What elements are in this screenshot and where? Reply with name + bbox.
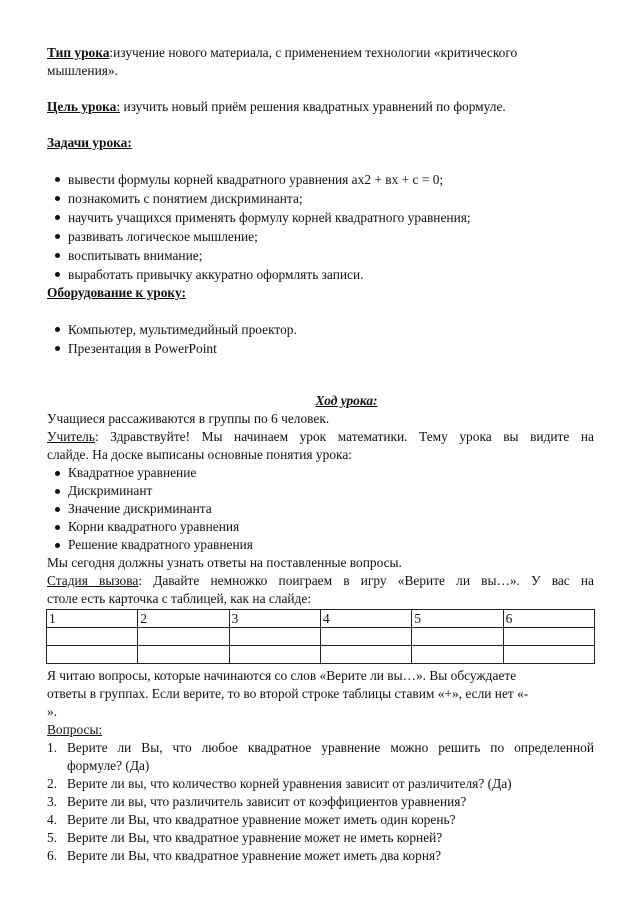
equipment-list (47, 320, 594, 358)
list-item: научить учащихся применять формулу корней квадратного уравнения; (47, 208, 594, 227)
table-header-cell: 5 (412, 610, 503, 628)
list-item: Компьютер, мультимедийный проектор. (47, 320, 594, 339)
lesson-goal-label: Цель урока (47, 99, 117, 114)
tasks-list (47, 170, 594, 284)
stage-line-2: столе есть карточка с таблицей, как на слайде: (47, 591, 312, 606)
table-header-cell: 3 (229, 610, 320, 628)
document-page (47, 44, 594, 865)
table-cell (138, 628, 229, 646)
list-item: Значение дискриминанта (47, 500, 594, 518)
read-line-3: ». (47, 704, 58, 719)
questions-list (47, 739, 594, 865)
list-item: воспитывать внимание; (47, 246, 594, 265)
list-item (47, 775, 594, 793)
teacher-label: Учитель (47, 429, 95, 444)
list-item (47, 793, 594, 811)
table-row (47, 646, 595, 664)
table-cell (412, 646, 503, 664)
question-number: 6. (47, 848, 58, 863)
table-header-cell: 6 (503, 610, 594, 628)
list-item (47, 829, 594, 847)
list-item: Корни квадратного уравнения (47, 518, 594, 536)
teacher-line (47, 428, 594, 446)
list-item (47, 739, 594, 775)
question-number: 5. (47, 830, 58, 845)
course-heading: Ход урока: (315, 393, 378, 408)
lesson-type-label: Тип урока (47, 45, 110, 60)
table-cell (412, 628, 503, 646)
stage-line (47, 572, 594, 590)
question-number: 2. (47, 776, 58, 791)
table-cell (503, 646, 594, 664)
table-header-cell: 1 (47, 610, 138, 628)
stage-text: : Давайте немножко поиграем в игру «Верите ли вы…». У вас на (138, 573, 595, 588)
lesson-goal-text: изучить новый приём решения квадратных уравнений по формуле. (120, 99, 506, 114)
question-text: Верите ли Вы, что любое квадратное уравнение можно решить по определенной (67, 740, 594, 755)
table-cell (47, 646, 138, 664)
table-cell (229, 628, 320, 646)
question-number: 1. (47, 740, 58, 755)
concepts-list (47, 464, 594, 554)
course-intro: Учащиеся рассаживаются в группы по 6 человек. (47, 411, 330, 426)
teacher-text: : Здравствуйте! Мы начинаем урок математики. Тему урока вы видите на (94, 429, 594, 444)
table-row (47, 628, 595, 646)
question-text: Верите ли Вы, что квадратное уравнение может не иметь корней? (67, 830, 443, 845)
table-cell (320, 628, 411, 646)
list-item: вывести формулы корней квадратного уравнения ах2 + вх + с = 0; (47, 170, 594, 189)
list-item: развивать логическое мышление; (47, 227, 594, 246)
tasks-heading: Задачи урока: (47, 135, 132, 150)
question-text-cont: формуле? (Да) (67, 758, 150, 773)
list-item: Квадратное уравнение (47, 464, 594, 482)
answers-line: Мы сегодня должны узнать ответы на поставленные вопросы. (47, 555, 402, 570)
read-line-1: Я читаю вопросы, которые начинаются со слов «Верите ли вы…». Вы обсуждаете (47, 668, 517, 683)
questions-label: Вопросы: (47, 722, 103, 737)
list-item: познакомить с понятием дискриминанта; (47, 189, 594, 208)
list-item: Дискриминант (47, 482, 594, 500)
teacher-line-2: слайде. На доске выписаны основные понятия урока: (47, 447, 352, 462)
table-cell (229, 646, 320, 664)
lesson-type-line (47, 44, 594, 62)
lesson-type-line-2: мышления». (47, 63, 118, 78)
list-item (47, 811, 594, 829)
table-header-cell: 4 (320, 610, 411, 628)
lesson-goal-sep: : (116, 99, 121, 114)
list-item (47, 847, 594, 865)
question-text: Верите ли вы, что количество корней уравнения зависит от различителя? (Да) (67, 776, 512, 791)
list-item: Презентация в PowerPoint (47, 339, 594, 358)
table-cell (320, 646, 411, 664)
equipment-heading: Оборудование к уроку: (47, 285, 186, 300)
question-number: 4. (47, 812, 58, 827)
stage-label: Стадия вызова (47, 573, 139, 588)
lesson-type-text: :изучение нового материала, с применением технологии «критического (109, 45, 518, 60)
question-text: Верите ли Вы, что квадратное уравнение может иметь два корня? (67, 848, 442, 863)
table-cell (47, 628, 138, 646)
list-item: выработать привычку аккуратно оформлять записи. (47, 265, 594, 284)
table-header-cell: 2 (138, 610, 229, 628)
table-cell (503, 628, 594, 646)
question-text: Верите ли Вы, что квадратное уравнение может иметь один корень? (67, 812, 456, 827)
table-header-row (47, 610, 595, 628)
lesson-goal-line (47, 98, 594, 116)
list-item: Решение квадратного уравнения (47, 536, 594, 554)
read-line-2: ответы в группах. Если верите, то во второй строке таблицы ставим «+», если нет «- (47, 686, 529, 701)
question-number: 3. (47, 794, 58, 809)
answer-card-table (46, 609, 595, 664)
question-text: Верите ли вы, что различитель зависит от коэффициентов уравнения? (67, 794, 467, 809)
table-cell (138, 646, 229, 664)
